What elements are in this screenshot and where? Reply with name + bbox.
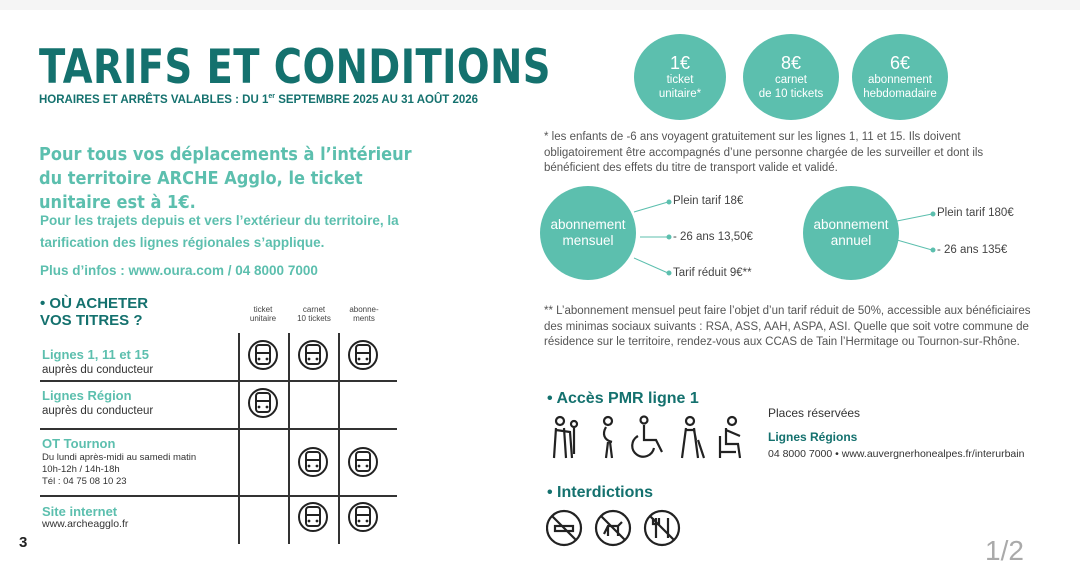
price-ticket-unitaire: 1€ ticket unitaire* bbox=[634, 34, 726, 120]
lead-text: Pour tous vos déplacements à l’intérieur du territoire ARCHE Agglo, le ticket unitaire est à 1€. bbox=[39, 144, 412, 213]
annual-subscription: abonnement annuel bbox=[803, 186, 899, 280]
row-sub: auprès du conducteur bbox=[42, 364, 154, 376]
monthly-subscription: abonnement mensuel bbox=[540, 186, 636, 280]
monthly-jeune: - 26 ans 13,50€ bbox=[673, 231, 753, 243]
regions-title: Lignes Régions bbox=[768, 430, 858, 444]
no-animals-icon bbox=[596, 511, 630, 545]
page-indicator: 1/2 bbox=[985, 535, 1024, 566]
no-smoking-icon bbox=[547, 511, 581, 545]
row-label: Lignes 1, 11 et 15 bbox=[42, 347, 149, 362]
row-sub: auprès du conducteur bbox=[42, 405, 154, 417]
pmr-heading: • Accès PMR ligne 1 bbox=[547, 390, 699, 407]
interdiction-icons bbox=[546, 508, 686, 548]
wheelchair-icon bbox=[632, 417, 662, 457]
elderly-icon bbox=[554, 417, 577, 458]
col-head-ticket: ticket unitaire bbox=[249, 305, 277, 323]
monthly-reduit: Tarif réduit 9€** bbox=[673, 267, 752, 279]
price-carnet: 8€ carnet de 10 tickets bbox=[743, 34, 839, 120]
annual-plein: Plein tarif 180€ bbox=[937, 207, 1014, 219]
reduced-rate-note: ** L’abonnement mensuel peut faire l’objet d’un tarif réduit de 50%, accessible aux bénéficiaires des minimas sociaux suivants : RSA, ASS, AAH, ASPA, ASI. Quelle que soit votre commune de résidence sur le territoire, rendez-vous aux CCAS de Tain l’Hermitage ou Tournon-sur-Rhône. bbox=[544, 305, 1031, 348]
annual-jeune: - 26 ans 135€ bbox=[937, 244, 1008, 256]
interdictions-heading: • Interdictions bbox=[547, 484, 654, 501]
price-hebdomadaire: 6€ abonnement hebdomadaire bbox=[852, 34, 948, 120]
pmr-icons bbox=[546, 414, 746, 462]
row-sub: Du lundi après-midi au samedi matin 10h-12h / 14h-18h Tél : 04 75 08 10 23 bbox=[42, 452, 197, 487]
row-label: OT Tournon bbox=[42, 436, 116, 451]
row-sub: www.archeagglo.fr bbox=[42, 518, 129, 530]
col-head-carnet: carnet 10 tickets bbox=[297, 305, 331, 323]
validity-subtitle: HORAIRES ET ARRÊTS VALABLES : DU 1er SEPTEMBRE 2025 AU 31 AOÛT 2026 bbox=[39, 93, 479, 106]
row-label: Lignes Région bbox=[42, 388, 132, 403]
pregnant-icon bbox=[604, 417, 612, 458]
seated-icon bbox=[720, 417, 740, 458]
monthly-plein: Plein tarif 18€ bbox=[673, 195, 744, 207]
regional-text: Pour les trajets depuis et vers l’extérieur du territoire, la tarification des lignes régionales s’applique. bbox=[40, 213, 399, 250]
col-head-abonnements: abonne- ments bbox=[349, 305, 379, 323]
places-reserved: Places réservées bbox=[768, 406, 861, 420]
page-title: TARIFS ET CONDITIONS bbox=[39, 40, 551, 95]
no-eating-icon bbox=[645, 511, 679, 545]
where-to-buy-heading: • OÙ ACHETER VOS TITRES ? bbox=[40, 295, 149, 329]
info-text: Plus d’infos : www.oura.com / 04 8000 7000 bbox=[40, 263, 318, 278]
regions-info: 04 8000 7000 • www.auvergnerhonealpes.fr/interurbain bbox=[768, 448, 1025, 460]
page-number: 3 bbox=[19, 534, 28, 551]
blind-icon bbox=[682, 417, 704, 458]
row-label: Site internet bbox=[42, 504, 118, 519]
children-note: * les enfants de -6 ans voyagent gratuitement sur les lignes 1, 11 et 15. Ils doivent obligatoirement être accompagnés d’une personne chargée de les surveiller et dont ils bénéficient des effets du titre de transport valide et validé. bbox=[544, 131, 984, 174]
